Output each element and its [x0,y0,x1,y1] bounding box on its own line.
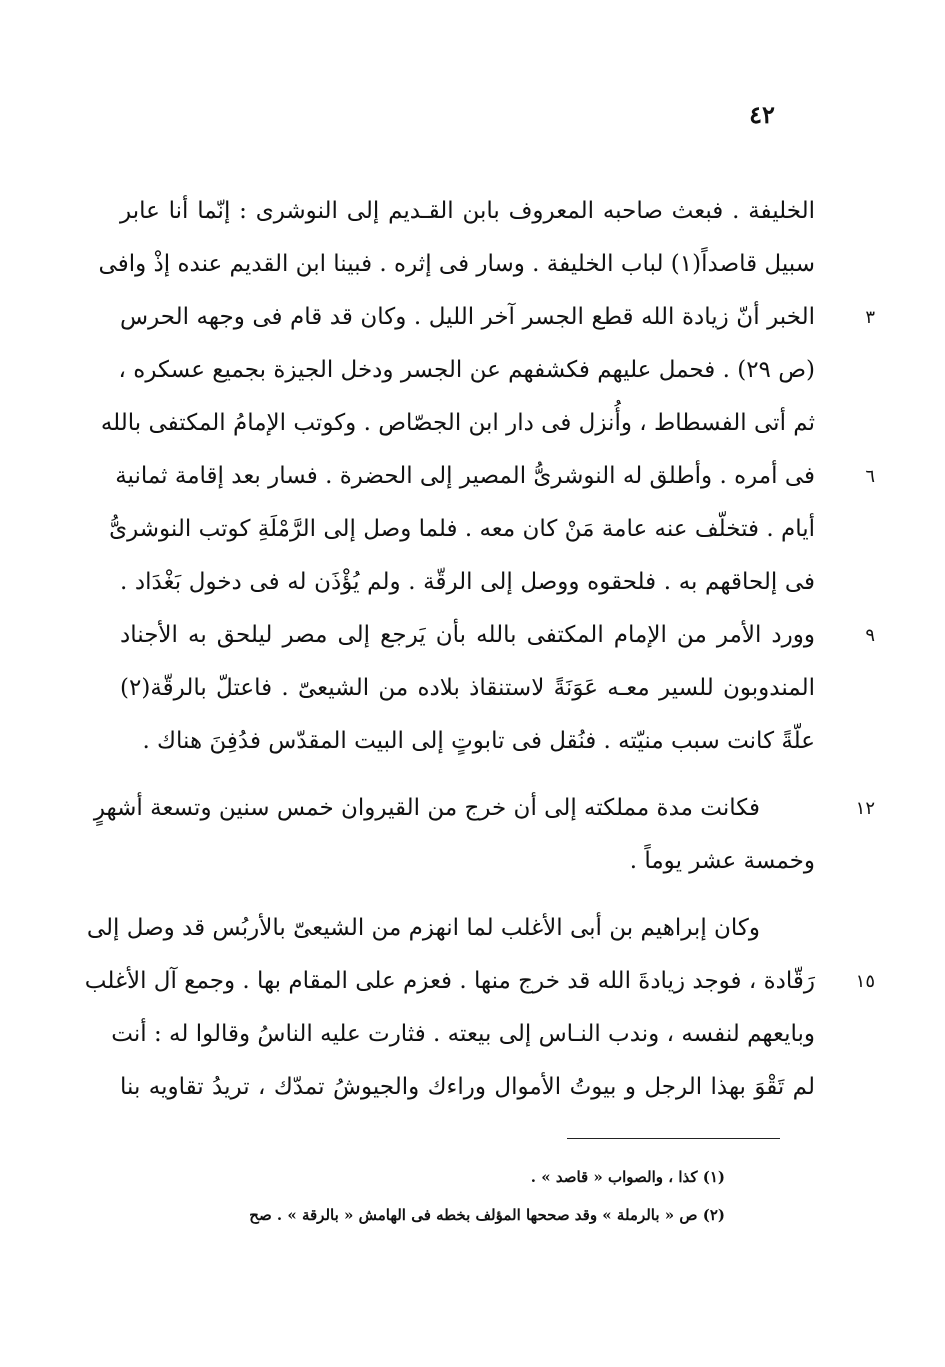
line-number-marker: ٩ [865,625,875,646]
footnote-separator [567,1138,780,1139]
line-text: (ص ٢٩) . فحمل عليهم فكشفهم عن الجسر ودخل الجيزة بجميع عسكره ، [118,357,815,383]
text-line [120,185,815,238]
paragraph-gap [120,768,815,782]
text-line [111,1008,815,1061]
text-line [100,397,815,450]
line-text: لم تَقْوَ بهذا الرجل و بيوتُ الأموال وراءك والجيوشُ تمدّك ، تريدُ تقاويه بنا [120,1074,815,1100]
line-text: أيام . فتخلّف عنه عامة مَنْ كان معه . فلما وصل إلى الرَّمْلَةِ كوتب النوشرىُّ [109,516,815,542]
text-line [120,609,875,662]
line-text: رَقّادة ، فوجد زيادةَ الله قد خرج منها . فعزم على المقام بها . وجمع آل الأغلب [84,968,815,994]
text-line [120,344,815,397]
line-text: الخليفة . فبعث صاحبه المعروف بابن القـديم إلى النوشرى : إنّما أنا عابر [120,198,815,224]
line-text: وبايعهم لنفسه ، وندب النـاس إلى بيعته . فثارت عليه الناسُ وقالوا له : أنت [111,1021,815,1047]
line-text: فى إلحاقهم به . فلحقوه ووصل إلى الرقّة . ولم يُؤْذَن له فى دخول بَغْدَاد . [120,569,815,595]
line-number-marker: ٦ [865,466,875,487]
text-line [120,1061,815,1114]
line-number-marker: ٣ [865,307,875,328]
line-number-marker: ١٥ [855,971,875,992]
line-text: المندوبون للسير معـه عَوَنَةً لاستنقاذ بلاده من الشيعىّ . فاعتلّ بالرقّة(٢) [120,675,815,701]
paragraph-gap [120,888,815,902]
line-text: وكان إبراهيم بن أبى الأغلب لما انهزم من الشيعىّ بالأربُس قد وصل إلى [86,915,760,941]
line-number-marker: ١٢ [855,798,875,819]
text-line [109,503,815,556]
text-line [115,450,875,503]
line-text: ثم أتى الفسطاط ، وأُنزل فى دار ابن الجصّاص . وكوتب الإمامُ المكتفى بالله [100,410,815,436]
line-text: الخبر أنّ زيادة الله قطع الجسر آخر الليل . وكان قد قام فى وجهه الحرس [120,304,815,330]
text-line [120,662,815,715]
text-line [93,782,875,835]
text-line [98,238,815,291]
line-text: فى أمره . وأطلق له النوشرىُّ المصير إلى الحضرة . فسار بعد إقامة ثمانية [115,463,815,489]
page-number: ٤٢ [749,100,775,129]
footnote: (١) كذا ، والصواب « قاصد » . [530,1168,725,1186]
text-line [84,955,875,1008]
line-text: وخمسة عشر يوماً . [629,848,815,874]
line-text: فكانت مدة مملكته إلى أن خرج من القيروان خمس سنين وتسعة أشهرٍ [93,795,760,821]
line-text: وورد الأمر من الإمام المكتفى بالله بأن يَرجع إلى مصر ليلحق به الأجناد [120,622,815,648]
text-line [120,715,815,768]
line-text: سبيل قاصداً(١) لباب الخليفة . وسار فى إثره . فبينا ابن القديم عنده إذْ وافى [98,251,815,277]
text-line [120,291,875,344]
body-text [84,185,875,1114]
footnotes [180,1158,725,1234]
footnote: (٢) ص « بالرملة » وقد صححها المؤلف بخطه فى الهامش « بالرقة » . صح [249,1206,725,1224]
text-line [86,902,815,955]
text-line [120,835,815,888]
line-text: علّةً كانت سبب منيّته . فنُقل فى تابوتٍ إلى البيت المقدّس فدُفِنَ هناك . [142,728,815,754]
text-line [120,556,815,609]
